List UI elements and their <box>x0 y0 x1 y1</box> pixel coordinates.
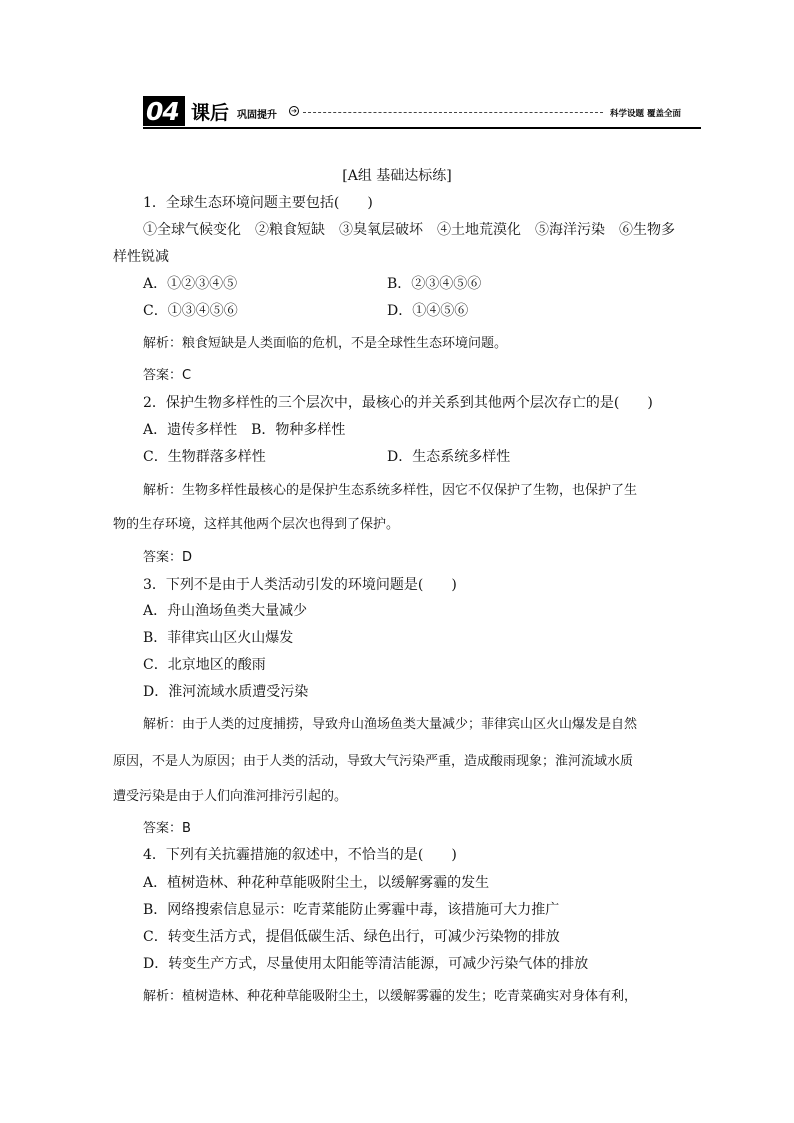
q1-items-line1: ①全球气候变化 ②粮食短缺 ③臭氧层破坏 ④土地荒漠化 ⑤海洋污染 ⑥生物多 <box>143 222 675 238</box>
q1-option-a: A．①②③④⑤ <box>143 276 238 292</box>
lesson-header <box>143 96 701 130</box>
q3-option-b: B．菲律宾山区火山爆发 <box>143 630 294 646</box>
header-rule <box>143 127 701 129</box>
q3-answer: 答案：B <box>143 821 191 836</box>
q4-analysis-line1: 解析：植树造林、种花种草能吸附尘土，以缓解雾霾的发生；吃青菜确实对身体有利， <box>143 989 638 1004</box>
q3-option-d: D．淮河流域水质遭受污染 <box>143 684 309 700</box>
q1-stem: 1．全球生态环境问题主要包括( ) <box>143 195 373 211</box>
q2-analysis-line1: 解析：生物多样性最核心的是保护生态系统多样性，因它不仅保护了生物，也保护了生 <box>143 483 638 498</box>
q3-analysis-line3: 遭受污染是由于人们向淮河排污引起的。 <box>113 789 348 804</box>
q4-option-d: D．转变生产方式，尽量使用太阳能等清洁能源，可减少污染气体的排放 <box>143 956 589 972</box>
q2-option-ab: A．遗传多样性 B．物种多样性 <box>143 422 346 438</box>
q1-items-line2: 样性锐减 <box>113 249 169 265</box>
circled-arrow-icon: ➔ <box>289 106 299 116</box>
q2-option-d: D．生态系统多样性 <box>387 449 511 465</box>
section-title: 课后 <box>191 102 230 124</box>
header-dashed-divider <box>303 112 603 113</box>
q4-option-a: A．植树造林、种花种草能吸附尘土，以缓解雾霾的发生 <box>143 875 490 891</box>
q1-option-c: C．①③④⑤⑥ <box>143 303 238 319</box>
q3-analysis-line1: 解析：由于人类的过度捕捞，导致舟山渔场鱼类大量减少；菲律宾山区火山爆发是自然 <box>143 717 638 732</box>
q4-option-b: B．网络搜索信息显示：吃青菜能防止雾霾中毒，该措施可大力推广 <box>143 902 560 918</box>
group-title: [A组 基础达标练] <box>342 168 452 184</box>
section-number-badge <box>143 96 185 126</box>
q4-option-c: C．转变生活方式，提倡低碳生活、绿色出行，可减少污染物的排放 <box>143 929 560 945</box>
section-number: 04 <box>146 97 179 126</box>
header-tagline: 科学设题 覆盖全面 <box>610 109 681 119</box>
q1-option-b: B．②③④⑤⑥ <box>387 276 482 292</box>
section-subtitle: 巩固提升 <box>237 110 277 121</box>
q3-option-c: C．北京地区的酸雨 <box>143 657 266 673</box>
q3-stem: 3．下列不是由于人类活动引发的环境问题是( ) <box>143 577 457 593</box>
q3-option-a: A．舟山渔场鱼类大量减少 <box>143 603 308 619</box>
q2-option-c: C．生物群落多样性 <box>143 449 266 465</box>
q1-analysis: 解析：粮食短缺是人类面临的危机，不是全球性生态环境问题。 <box>143 336 508 351</box>
q1-answer: 答案：C <box>143 368 192 383</box>
q2-answer: 答案：D <box>143 550 193 565</box>
q3-analysis-line2: 原因，不是人为原因；由于人类的活动，导致大气污染严重，造成酸雨现象；淮河流域水质 <box>113 754 634 769</box>
q1-option-d: D．①④⑤⑥ <box>387 303 469 319</box>
q2-stem: 2．保护生物多样性的三个层次中，最核心的并关系到其他两个层次存亡的是( ) <box>143 395 653 411</box>
q2-analysis-line2: 物的生存环境，这样其他两个层次也得到了保护。 <box>113 517 400 532</box>
q4-stem: 4．下列有关抗霾措施的叙述中，不恰当的是( ) <box>143 847 457 863</box>
